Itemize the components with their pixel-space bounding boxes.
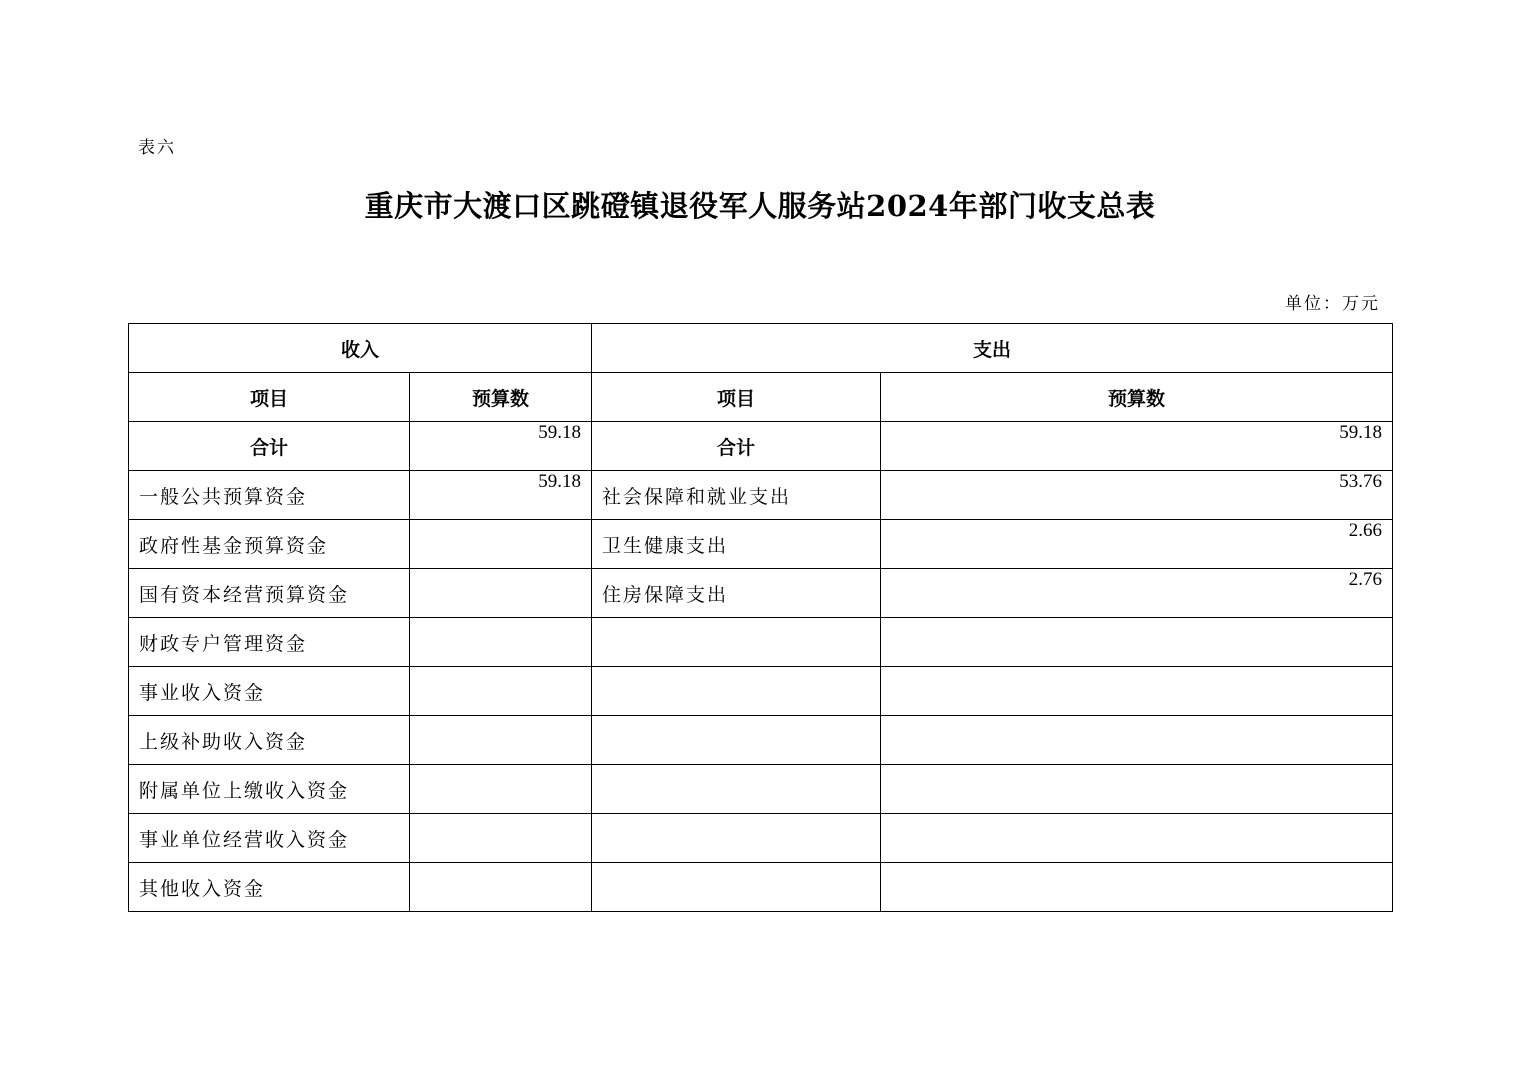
table-row [129,618,1393,667]
income-value [410,667,592,716]
income-item: 政府性基金预算资金 [129,520,410,569]
income-item: 事业收入资金 [129,667,410,716]
document-title: 重庆市大渡口区跳磴镇退役军人服务站2024年部门收支总表 [364,189,1156,223]
income-value [410,716,592,765]
expense-value [881,814,1393,863]
expense-item: 社会保障和就业支出 [592,471,881,520]
income-total-value: 59.18 [410,422,592,471]
section-header-row [129,324,1393,373]
income-item: 其他收入资金 [129,863,410,912]
expense-value: 53.76 [881,471,1393,520]
income-item: 上级补助收入资金 [129,716,410,765]
income-value: 59.18 [410,471,592,520]
expense-budget-header: 预算数 [881,373,1393,422]
budget-table [128,323,1393,912]
unit-label: 单位：万元 [1285,294,1380,314]
total-row [129,422,1393,471]
table-row [129,667,1393,716]
income-value [410,765,592,814]
income-value [410,520,592,569]
income-header: 收入 [129,324,592,373]
expense-item [592,863,881,912]
expense-item [592,716,881,765]
table-row [129,520,1393,569]
expense-value [881,667,1393,716]
table-row [129,863,1393,912]
expense-item [592,618,881,667]
income-value [410,863,592,912]
table-row [129,471,1393,520]
income-item: 财政专户管理资金 [129,618,410,667]
expense-value [881,618,1393,667]
expense-item-header: 项目 [592,373,881,422]
expense-total-value: 59.18 [881,422,1393,471]
expense-item: 卫生健康支出 [592,520,881,569]
expense-item [592,765,881,814]
expense-value: 2.76 [881,569,1393,618]
expense-value [881,765,1393,814]
income-item: 国有资本经营预算资金 [129,569,410,618]
table-row [129,716,1393,765]
expense-item [592,814,881,863]
income-item-header: 项目 [129,373,410,422]
income-value [410,814,592,863]
expense-total-label: 合计 [592,422,881,471]
income-item: 事业单位经营收入资金 [129,814,410,863]
income-item: 附属单位上缴收入资金 [129,765,410,814]
income-item: 一般公共预算资金 [129,471,410,520]
expense-item [592,667,881,716]
table-row [129,569,1393,618]
expense-header: 支出 [592,324,1393,373]
expense-value: 2.66 [881,520,1393,569]
income-value [410,569,592,618]
income-budget-header: 预算数 [410,373,592,422]
expense-value [881,716,1393,765]
table-row [129,814,1393,863]
income-total-label: 合计 [129,422,410,471]
column-header-row [129,373,1393,422]
table-row [129,765,1393,814]
expense-value [881,863,1393,912]
expense-item: 住房保障支出 [592,569,881,618]
income-value [410,618,592,667]
table-number: 表六 [138,138,176,158]
